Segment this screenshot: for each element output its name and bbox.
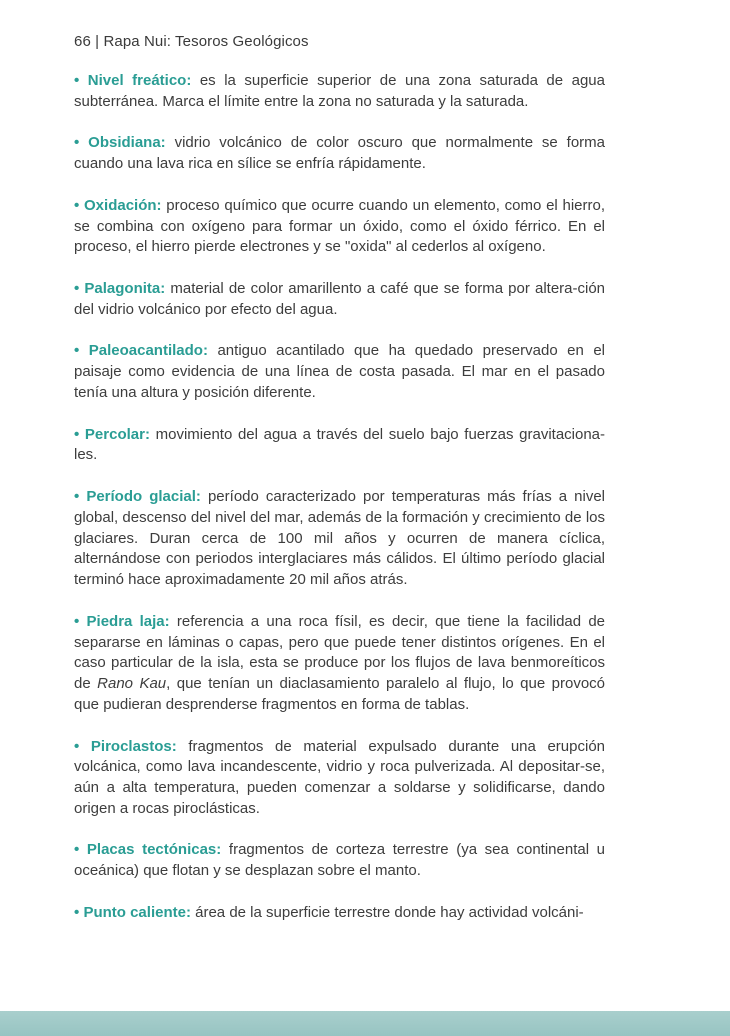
glossary-term: Nivel freático: [87,72,192,89]
glossary-entry-oxidacion [74,196,605,258]
glossary-term: Placas tectónicas: [86,841,222,859]
glossary-definition: material de color amarillento a café que se forma por altera-ción del vidrio volcánico por efecto del agua. [74,279,606,318]
page-number: 66 [74,33,91,50]
glossary-entry-piroclastos [74,737,605,820]
bullet: • [74,134,80,152]
bullet: • [74,72,80,89]
glossary-entry-placas-tectonicas [74,840,605,882]
bullet: • [74,279,80,297]
glossary-definition: fragmentos de corteza terrestre (ya sea continental u oceánica) que flotan y se desplazan sobre el manto. [74,841,606,880]
glossary-definition: proceso químico que ocurre cuando un elemento, como el hierro, se combina con oxígeno para formar un óxido, como el óxido férrico. En el proceso, el hierro pierde electrones y se "oxida" al cederlos al oxígeno. [74,196,605,256]
glossary-definition: área de la superficie terrestre donde hay actividad volcáni- [195,903,584,921]
bullet: • [74,342,80,360]
glossary-term: Período glacial: [86,487,201,505]
glossary-entry-paleoacantilado [74,341,605,403]
book-title: Rapa Nui: Tesoros Geológicos [103,33,309,50]
glossary-definition-continued: , que tenían un diaclasamiento paralelo al flujo, lo que provocó que pudieran desprenderse fragmentos en forma de tablas. [74,675,605,713]
glossary-entry-percolar [74,425,605,467]
glossary-definition: vidrio volcánico de color oscuro que normalmente se forma cuando una lava rica en sílice se enfría rápidamente. [74,134,605,173]
glossary-entry-obsidiana [74,133,605,175]
glossary-term: Palagonita: [84,279,166,297]
bullet: • [74,196,80,214]
glossary-definition: es la superficie superior de una zona saturada de agua subterránea. Marca el límite entre la zona no saturada y la saturada. [74,72,605,110]
bullet: • [74,487,80,505]
bullet: • [74,903,80,921]
glossary-term: Percolar: [84,425,150,443]
glossary-definition: antiguo acantilado que ha quedado preservado en el paisaje como evidencia de una línea de costa pasada. El mar en el pasado tenía una altura y posición diferente. [74,342,606,401]
glossary-definition: movimiento del agua a través del suelo bajo fuerzas gravitaciona-les. [74,425,606,464]
glossary-definition: período caracterizado por temperaturas más frías a nivel global, descenso del nivel del mar, además de la formación y crecimiento de los glaciares. Duran cerca de 100 mil años y ocurren de manera cíclica, alternándose con periodos interglaciares más cálidos. El último período glacial terminó hace aproximadamente 20 mil años atrás. [74,487,605,589]
glossary-entry-punto-caliente [74,903,605,924]
glossary-term: Obsidiana: [88,134,166,152]
glossary-term: Punto caliente: [83,903,191,921]
glossary-term: Oxidación: [84,196,162,214]
page-header [74,33,309,50]
glossary-definition: referencia a una roca físil, es decir, que tiene la facilidad de separarse en láminas o capas, pero que puede tener distintos orígenes. En el caso particular de la isla, esta se produce por los flujos de lava benmoreíticos de [74,612,606,693]
bullet: • [74,737,80,755]
glossary-entry-palagonita [74,279,605,321]
glossary-term: Paleoacantilado: [88,342,208,360]
glossary-entry-periodo-glacial [74,487,605,591]
bullet: • [74,612,80,630]
bullet: • [74,425,80,443]
glossary-entry-nivel-freatico [74,71,605,113]
glossary-list [74,71,605,944]
place-name-rano-kau: Rano Kau [97,675,167,693]
glossary-term: Piroclastos: [90,737,177,755]
glossary-entry-piedra-laja [74,612,605,716]
glossary-definition: fragmentos de material expulsado durante una erupción volcánica, como lava incandescente, vidrio y roca pulverizada. Al depositar-se, aún a alta temperatura, pueden comenzar a soldarse y solidificarse, dando origen a rocas piroclásticas. [74,737,605,817]
header-separator: | [95,33,100,50]
glossary-term: Piedra laja: [86,612,170,630]
footer-band [0,1011,730,1036]
bullet: • [74,841,80,859]
